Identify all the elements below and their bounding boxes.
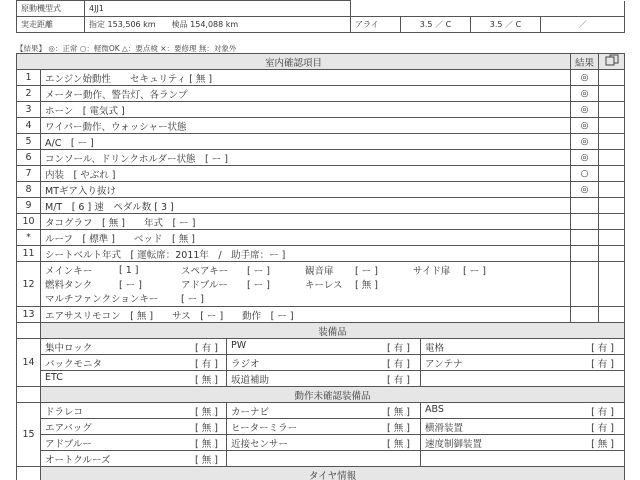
row-extra	[599, 86, 625, 102]
equipment-row	[17, 355, 625, 371]
alignment-left: 3.5 ／ C	[401, 17, 471, 33]
equipment-value: [ 無 ]	[591, 438, 615, 450]
row-number: 12	[17, 262, 41, 307]
keys-line	[43, 277, 568, 291]
row-text: ホーン [ 電気式 ]	[41, 102, 571, 118]
row-result	[571, 198, 599, 214]
keys-detail	[41, 262, 571, 307]
check-row	[17, 182, 625, 198]
row-number: 3	[17, 102, 41, 118]
row-result: ◎	[571, 70, 599, 86]
alignment-mark: ／	[541, 17, 625, 33]
equipment-value: [ 有 ]	[195, 358, 218, 370]
equipment-item	[421, 355, 625, 371]
equipment-item	[41, 419, 227, 435]
equipment-name: アドブルー	[45, 438, 92, 450]
key-value: [ ー ]	[463, 266, 486, 277]
equipment-value: [ 無 ]	[387, 422, 410, 434]
alignment-label: アライ	[351, 17, 401, 33]
equipment-row	[17, 371, 625, 387]
row-extra	[599, 70, 625, 86]
check-row	[17, 86, 625, 102]
key-value: [ ー ]	[247, 280, 270, 291]
row-extra	[599, 262, 625, 307]
row-number: 1	[17, 70, 41, 86]
equipment-value: [ 無 ]	[195, 406, 218, 418]
row-text: エアサスリモコン [ 無 ] サス [ ー ] 動作 [ ー ]	[41, 307, 571, 323]
equipment-name: ドラレコ	[45, 406, 84, 418]
equipment-name: カーナビ	[231, 406, 270, 418]
engine-type-value: 4JJ1	[85, 1, 351, 17]
key-label: メインキー	[45, 266, 93, 277]
row-text: メーター動作、警告灯、各ランプ	[41, 86, 571, 102]
row-number: 10	[17, 214, 41, 230]
air-suspension-row	[17, 307, 625, 323]
row-number: 15	[17, 403, 41, 467]
unchecked-equipment-header-row	[17, 387, 625, 403]
check-row	[17, 134, 625, 150]
equipment-name: 集中ロック	[45, 342, 93, 354]
equipment-header-row	[17, 323, 625, 339]
row-number: 13	[17, 307, 41, 323]
row-result: ◎	[571, 134, 599, 150]
row-extra	[599, 214, 625, 230]
equipment-item	[41, 339, 227, 355]
row-result: ◎	[571, 102, 599, 118]
row-text: 内装 [ やぶれ ]	[41, 166, 571, 182]
equipment-value: [ 無 ]	[387, 438, 410, 450]
blank-cell	[17, 467, 41, 480]
key-label: 観音扉	[305, 266, 334, 277]
key-value: [ ー ]	[181, 294, 204, 305]
row-result	[571, 262, 599, 307]
equipment-item	[41, 403, 227, 419]
row-extra	[599, 198, 625, 214]
row-result	[571, 214, 599, 230]
equipment-item	[421, 419, 625, 435]
equipment-item	[41, 355, 227, 371]
blank-cell	[17, 323, 41, 339]
key-value	[303, 291, 353, 305]
row-text: シートベルト年式 [ 運転席：2011年 / 助手席：ー ]	[41, 246, 571, 262]
equipment-item	[227, 339, 421, 355]
key-label: サイド扉	[413, 266, 451, 277]
mileage-row	[17, 17, 625, 33]
equipment-name: 電格	[425, 342, 445, 354]
row-number: 8	[17, 182, 41, 198]
equipment-item	[421, 339, 625, 355]
equipment-value: [ 有 ]	[591, 342, 615, 354]
row-text: ルーフ [ 標準 ] ベッド [ 無 ]	[41, 230, 571, 246]
row-result	[571, 246, 599, 262]
row-extra	[599, 182, 625, 198]
key-label	[411, 277, 461, 291]
equipment-item	[227, 371, 421, 387]
row-text: タコグラフ [ 無 ] 年式 [ ー ]	[41, 214, 571, 230]
key-value	[461, 277, 517, 291]
mileage-label: 実走距離	[17, 17, 85, 33]
equipment-item	[41, 451, 227, 467]
keys-subtable	[43, 263, 568, 305]
engine-type-label: 原動機型式	[17, 1, 85, 17]
row-number: 6	[17, 150, 41, 166]
row-text: エンジン始動性 セキュリティ [ 無 ]	[41, 70, 571, 86]
key-value	[411, 291, 461, 305]
row-text: M/T [ 6 ] 速 ペダル数 [ 3 ]	[41, 198, 571, 214]
keys-line	[43, 291, 568, 305]
check-row	[17, 214, 625, 230]
row-extra	[599, 166, 625, 182]
equipment-item	[421, 403, 625, 419]
row-text: ワイパー動作、ウォッシャー状態	[41, 118, 571, 134]
check-row	[17, 246, 625, 262]
equipment-name: エアバッグ	[45, 422, 92, 434]
equipment-name: バックモニタ	[45, 358, 103, 370]
equipment-item	[227, 451, 421, 467]
row-number: 7	[17, 166, 41, 182]
row-number: 5	[17, 134, 41, 150]
equipment-value: [ 有 ]	[591, 358, 615, 370]
equipment-name: 速度制御装置	[425, 438, 483, 450]
unchecked-equipment-row	[17, 435, 625, 451]
row-number: 2	[17, 86, 41, 102]
row-result: ◎	[571, 150, 599, 166]
header-row	[17, 54, 625, 70]
mileage-value: 指定 153,506 km 検品 154,088 km	[85, 17, 351, 33]
vehicle-info-table	[16, 0, 625, 33]
equipment-value: [ 無 ]	[195, 422, 218, 434]
tire-header-row	[17, 467, 625, 480]
row-number: 4	[17, 118, 41, 134]
equipment-header: 装備品	[41, 323, 625, 339]
key-label: アドブルー	[181, 280, 228, 291]
equipment-item	[227, 435, 421, 451]
equipment-value: [ 有 ]	[387, 358, 410, 370]
equipment-value: [ 有 ]	[195, 342, 218, 354]
equipment-name: 横滑装置	[425, 422, 464, 434]
row-extra	[599, 246, 625, 262]
unchecked-equipment-row	[17, 403, 625, 419]
keys-row	[17, 262, 625, 307]
equipment-name: PW	[231, 339, 247, 351]
equipment-item	[227, 403, 421, 419]
check-row	[17, 102, 625, 118]
equipment-value: [ 無 ]	[195, 438, 218, 450]
equipment-value: [ 有 ]	[591, 406, 615, 418]
row-number: 9	[17, 198, 41, 214]
row-result: ○	[571, 166, 599, 182]
row-extra	[599, 150, 625, 166]
key-label	[461, 291, 517, 305]
blank-cell	[17, 387, 41, 403]
alignment-right: 3.5 ／ C	[471, 17, 541, 33]
key-value: [ ー ]	[119, 280, 142, 291]
unchecked-equipment-row	[17, 419, 625, 435]
row-result	[571, 307, 599, 323]
equipment-name: ETC	[45, 371, 63, 383]
equipment-item	[421, 451, 625, 467]
equipment-name: 近接センサー	[231, 438, 289, 450]
unchecked-equipment-header: 動作未確認装備品	[41, 387, 625, 403]
result-legend: 【結果】 ◎：正常 ○：軽微OK △：要点検 ×：要修理 無：対象外	[16, 44, 237, 53]
key-label	[245, 291, 303, 305]
equipment-item	[421, 371, 625, 387]
row-extra	[599, 134, 625, 150]
key-value: [ 無 ]	[355, 280, 378, 291]
key-value: [ ー ]	[247, 266, 270, 277]
key-label: マルチファンクションキー	[45, 294, 159, 305]
engine-type-row	[17, 1, 625, 17]
equipment-row	[17, 339, 625, 355]
equipment-item	[41, 371, 227, 387]
row-extra	[599, 307, 625, 323]
equipment-name: オートクルーズ	[45, 454, 111, 466]
row-number: *	[17, 230, 41, 246]
row-text: コンソール、ドリンクホルダー状態 [ ー ]	[41, 150, 571, 166]
equipment-value: [ 有 ]	[387, 342, 410, 354]
equipment-value: [ 無 ]	[195, 374, 218, 386]
equipment-value: [ 無 ]	[195, 454, 218, 466]
section-title: 室内確認項目	[17, 54, 571, 70]
row-number: 14	[17, 339, 41, 387]
key-label: キーレス	[305, 280, 343, 291]
row-extra	[599, 118, 625, 134]
key-label: 燃料タンク	[45, 280, 93, 291]
row-result: ◎	[571, 182, 599, 198]
equipment-name: ラジオ	[231, 358, 260, 370]
row-number: 11	[17, 246, 41, 262]
equipment-value: [ 有 ]	[387, 374, 410, 386]
result-header: 結果	[571, 54, 599, 70]
row-result: ◎	[571, 118, 599, 134]
key-value: [ 1 ]	[119, 264, 139, 276]
equipment-name: ヒーターミラー	[231, 422, 298, 434]
unchecked-equipment-row	[17, 451, 625, 467]
equipment-value: [ 無 ]	[387, 406, 410, 418]
equipment-name: 坂道補助	[231, 374, 270, 386]
copy-icon[interactable]	[599, 54, 625, 70]
check-row	[17, 118, 625, 134]
equipment-item	[41, 435, 227, 451]
key-label: スペアキー	[181, 266, 229, 277]
equipment-name: ABS	[425, 403, 444, 415]
row-result: ◎	[571, 86, 599, 102]
equipment-value: [ 有 ]	[591, 422, 615, 434]
keys-line	[43, 263, 568, 277]
equipment-item	[227, 355, 421, 371]
tire-header: タイヤ情報	[41, 467, 625, 480]
row-text: MTギア入り抜け	[41, 182, 571, 198]
row-text: A/C [ ー ]	[41, 134, 571, 150]
check-row	[17, 70, 625, 86]
check-row	[17, 150, 625, 166]
key-value	[517, 291, 568, 305]
equipment-name: アンテナ	[425, 358, 463, 370]
interior-check-table	[16, 53, 625, 480]
equipment-item	[227, 419, 421, 435]
check-row	[17, 198, 625, 214]
key-label	[353, 291, 411, 305]
row-extra	[599, 102, 625, 118]
key-value: [ ー ]	[355, 266, 378, 277]
row-extra	[599, 230, 625, 246]
equipment-item	[421, 435, 625, 451]
row-result	[571, 230, 599, 246]
check-row	[17, 166, 625, 182]
check-row	[17, 230, 625, 246]
